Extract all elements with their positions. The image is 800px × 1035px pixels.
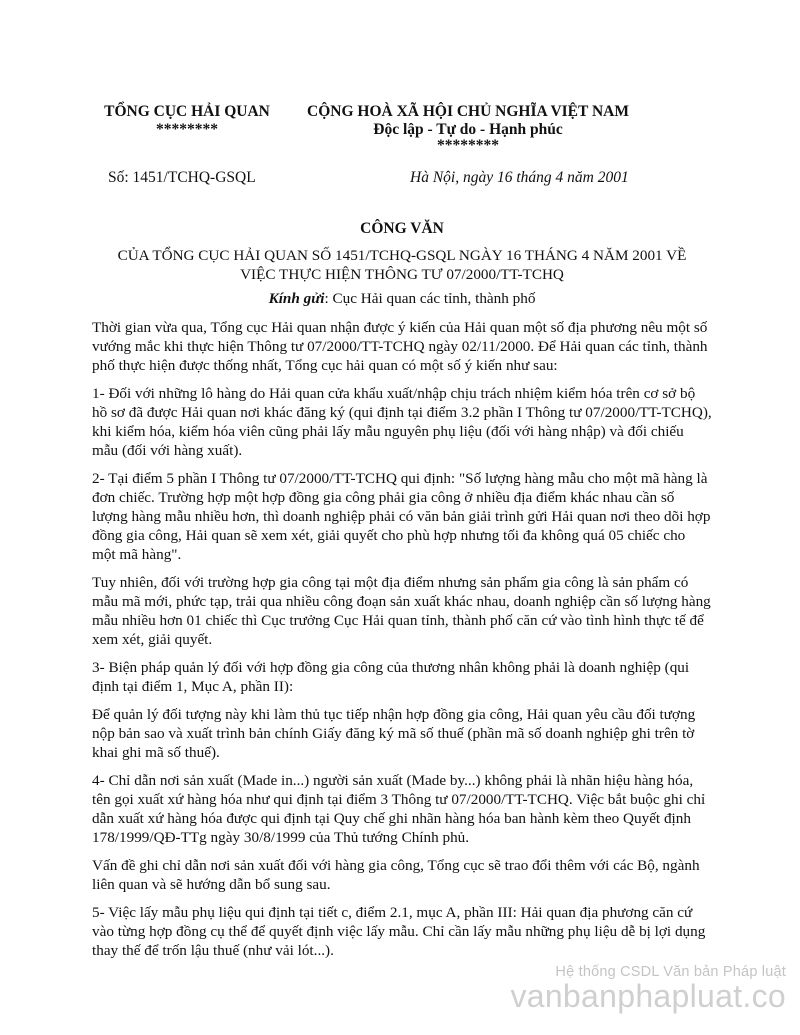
document-title: [92, 246, 712, 284]
document-number: Số: 1451/TCHQ-GSQL: [108, 169, 256, 186]
watermark-site: vanbanphapluat.co: [510, 978, 786, 1014]
paragraph: 2- Tại điểm 5 phần I Thông tư 07/2000/TT-TCHQ qui định: "Số lượng hàng mẫu cho một mã hàng là đơn chiếc. Trường hợp một hợp đồng gia công phải gia công ở nhiều địa điểm khác nhau cần số lượng hàng mẫu nhiều hơn, thì doanh nghiệp phải có văn bản giải trình gửi Hải quan nơi theo dõi hợp đồng gia công, Hải quan sẽ xem xét, giải quyết cho phù hợp nhưng tối đa không quá 05 chiếc cho một mã hàng".: [92, 470, 711, 563]
watermark-caption: Hệ thống CSDL Văn bản Pháp luật: [555, 964, 786, 980]
document-type: CÔNG VĂN: [360, 220, 444, 237]
document-title-line1: CỦA TỔNG CỤC HẢI QUAN SỐ 1451/TCHQ-GSQL NGÀY 16 THÁNG 4 NĂM 2001 VỀ: [117, 247, 687, 264]
motto-stars: ********: [437, 137, 499, 154]
paragraph: Tuy nhiên, đối với trường hợp gia công tại một địa điểm nhưng sản phẩm gia công là sản phẩm có mẫu mã mới, phức tạp, trải qua nhiều công đoạn sản xuất khác nhau, doanh nghiệp cần số lượng hàng mẫu nhiều hơn 01 chiếc thì Cục trưởng Cục Hải quan tỉnh, thành phố căn cứ vào tình hình thực tế để xem xét, giải quyết.: [92, 574, 711, 648]
document-title-line2: VIỆC THỰC HIỆN THÔNG TƯ 07/2000/TT-TCHQ: [240, 266, 564, 283]
paragraph: 5- Việc lấy mẫu phụ liệu qui định tại tiết c, điểm 2.1, mục A, phần III: Hải quan địa phương căn cứ vào từng hợp đồng cụ thể để quyết định việc lấy mẫu. Chỉ cần lấy mẫu những phụ liệu dễ bị lợi dụng thay thế để trốn lậu thuế (như vải lót...).: [92, 904, 706, 959]
paragraph: 1- Đối với những lô hàng do Hải quan cửa khẩu xuất/nhập chịu trách nhiệm kiểm hóa trên cơ sở bộ hồ sơ đã được Hải quan nơi khác đăng ký (qui định tại điểm 3.2 phần I Thông tư 07/2000/TT-TCHQ), khi kiểm hóa, kiểm hóa viên cũng phải lấy mẫu nguyên phụ liệu (đối với hàng nhập) và đối chiếu mẫu (đối với hàng xuất).: [92, 385, 712, 459]
place-date: Hà Nội, ngày 16 tháng 4 năm 2001: [410, 169, 629, 186]
paragraph: 3- Biện pháp quản lý đối với hợp đồng gia công của thương nhân không phải là doanh nghiệp (qui định tại điểm 1, Mục A, phần II):: [92, 659, 690, 695]
paragraph: 4- Chỉ dẫn nơi sản xuất (Made in...) người sản xuất (Made by...) không phải là nhãn hiệu hàng hóa, tên gọi xuất xứ hàng hóa như qui định tại điểm 3 Thông tư 07/2000/TT-TCHQ. Việc bắt buộc ghi chỉ dẫn xuất xứ hàng hóa được qui định tại Quy chế ghi nhãn hàng hóa ban hành kèm theo Quyết định 178/1999/QĐ-TTg ngày 30/8/1999 của Thủ tướng Chính phủ.: [92, 772, 706, 846]
recipient-label: Kính gửi: [268, 290, 325, 307]
paragraph: Thời gian vừa qua, Tổng cục Hải quan nhận được ý kiến của Hải quan một số địa phương nêu một số vướng mắc khi thực hiện Thông tư 07/2000/TT-TCHQ ngày 02/11/2000. Để Hải quan các tỉnh, thành phố thực hiện được thống nhất, Tổng cục hải quan có một số ý kiến như sau:: [92, 319, 708, 374]
document-body: [92, 318, 712, 969]
paragraph: Vấn đề ghi chỉ dẫn nơi sản xuất đối với hàng gia công, Tổng cục sẽ trao đổi thêm với các Bộ, ngành liên quan và sẽ hướng dẫn bổ sung sau.: [92, 857, 700, 893]
recipient-line: [92, 290, 712, 308]
agency-name: TỔNG CỤC HẢI QUAN: [104, 103, 270, 120]
agency-stars: ********: [156, 121, 218, 138]
country-name: CỘNG HOÀ XÃ HỘI CHỦ NGHĨA VIỆT NAM: [307, 103, 629, 120]
recipient: : Cục Hải quan các tỉnh, thành phố: [324, 290, 536, 307]
motto: Độc lập - Tự do - Hạnh phúc: [373, 121, 563, 138]
paragraph: Để quản lý đối tượng này khi làm thủ tục tiếp nhận hợp đồng gia công, Hải quan yêu cầu đối tượng nộp bản sao và xuất trình bản chính Giấy đăng ký mã số thuế (phần mã số doanh nghiệp ghi trên tờ khai ghi mã số thuế).: [92, 706, 696, 761]
